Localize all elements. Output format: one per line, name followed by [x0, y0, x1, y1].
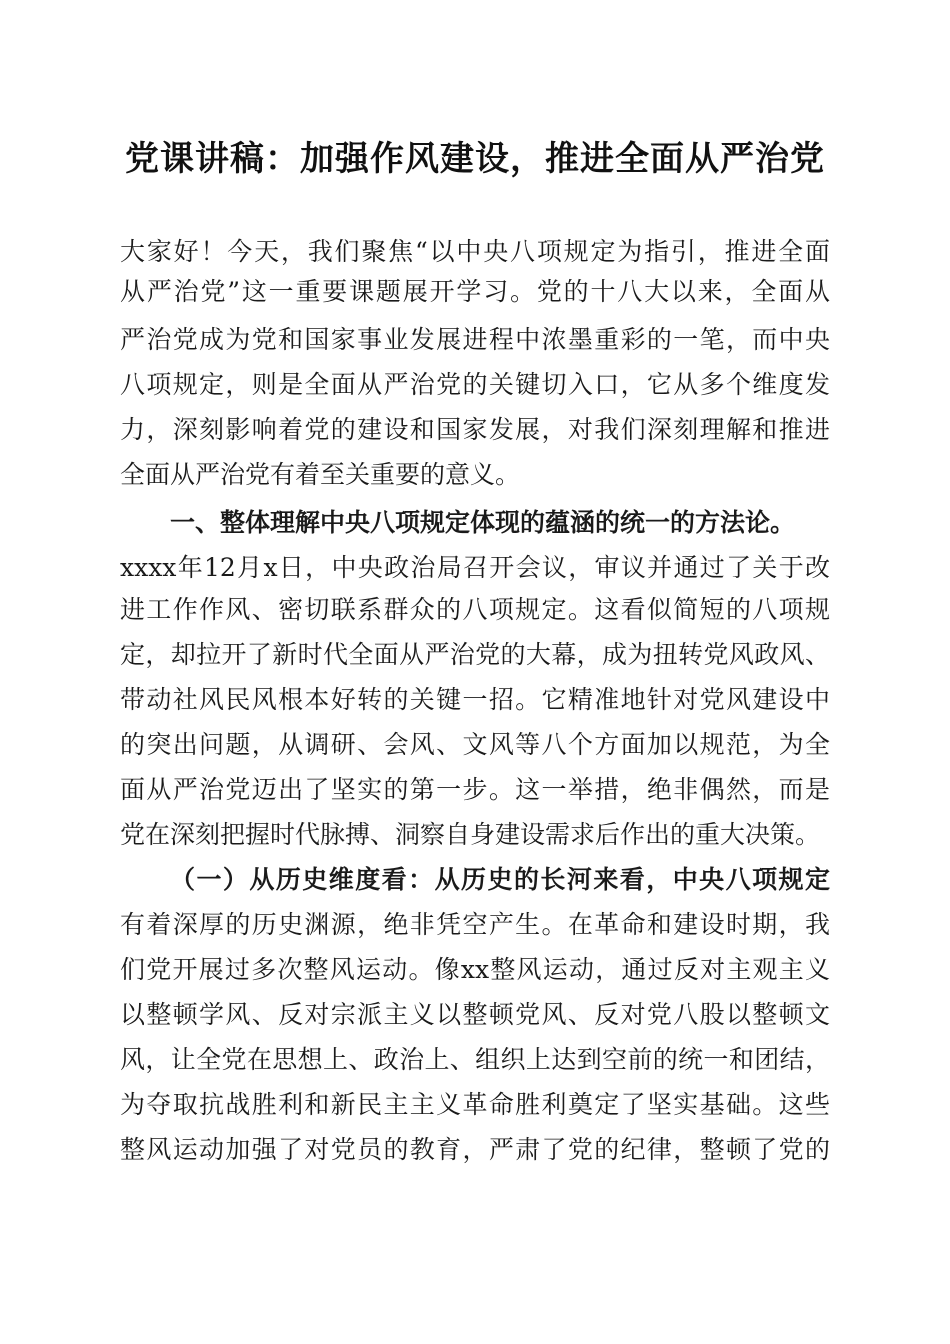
para3-line-2: 有着深厚的历史渊源，绝非凭空产生。在革命和建设时期，我	[120, 910, 830, 939]
para2-line-3: 定，却拉开了新时代全面从严治党的大幕，成为扭转党风政风、	[120, 640, 830, 669]
intro-line-5: 力，深刻影响着党的建设和国家发展，对我们深刻理解和推进	[120, 415, 830, 444]
intro-line-2: 从严治党”这一重要课题展开学习。党的十八大以来，全面从	[120, 277, 830, 306]
intro-line-1: 大家好！今天，我们聚焦“以中央八项规定为指引，推进全面	[120, 237, 830, 266]
para2-line-7: 党在深刻把握时代脉搏、洞察自身建设需求后作出的重大决策。	[120, 820, 821, 849]
para3-line-1: （一）从历史维度看：从历史的长河来看，中央八项规定	[170, 865, 830, 894]
para2-line-5: 的突出问题，从调研、会风、文风等八个方面加以规范，为全	[120, 730, 830, 759]
document-title: 党课讲稿：加强作风建设，推进全面从严治党	[125, 139, 825, 179]
para3-line-6: 为夺取抗战胜利和新民主主义革命胜利奠定了坚实基础。这些	[120, 1090, 830, 1119]
intro-line-4: 八项规定，则是全面从严治党的关键切入口，它从多个维度发	[120, 370, 830, 399]
intro-line-6: 全面从严治党有着至关重要的意义。	[120, 460, 521, 489]
para2-line-2: 进工作作风、密切联系群众的八项规定。这看似简短的八项规	[120, 595, 830, 624]
para2-line-1: xxxx年12月x日，中央政治局召开会议，审议并通过了关于改	[120, 553, 830, 582]
intro-line-3: 严治党成为党和国家事业发展进程中浓墨重彩的一笔，而中央	[120, 325, 830, 354]
para3-line-4: 以整顿学风、反对宗派主义以整顿党风、反对党八股以整顿文	[120, 1000, 830, 1029]
para3-line-5: 风，让全党在思想上、政治上、组织上达到空前的统一和团结，	[120, 1045, 830, 1074]
para2-line-4: 带动社风民风根本好转的关键一招。它精准地针对党风建设中	[120, 685, 830, 714]
para2-line-6: 面从严治党迈出了坚实的第一步。这一举措，绝非偶然，而是	[120, 775, 830, 804]
section-heading-1: 一、整体理解中央八项规定体现的蕴涵的统一的方法论。	[170, 508, 796, 537]
para3-line-3: 们党开展过多次整风运动。像xx整风运动，通过反对主观主义	[120, 955, 830, 984]
para3-line-7: 整风运动加强了对党员的教育，严肃了党的纪律，整顿了党的	[120, 1135, 830, 1164]
